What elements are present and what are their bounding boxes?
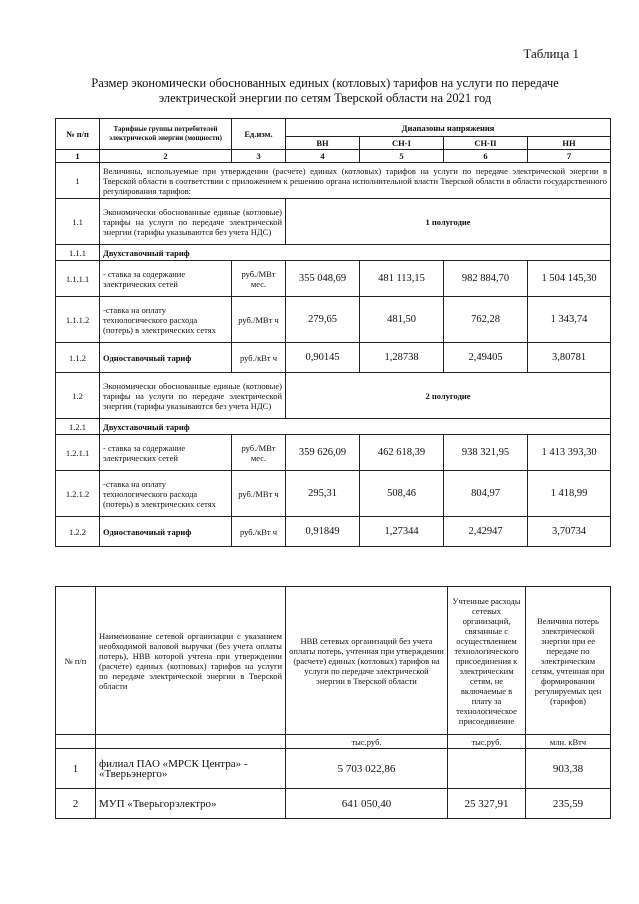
org-name: филиал ПАО «МРСК Центра» - «Тверьэнерго» <box>96 749 286 789</box>
col-num-header: № п/п <box>56 119 100 150</box>
row-text: - ставка за содержание электрических сетей <box>100 435 232 471</box>
col-num-header: № п/п <box>56 587 96 735</box>
voltage-ranges-header: Диапазоны напряжения <box>286 119 611 137</box>
org-name: МУП «Тверьгорэлектро» <box>96 789 286 819</box>
table-row <box>56 789 611 819</box>
col-accounted-header: Учтенные расходы сетевых организаций, связанные с осуществлением технологического присоединения к электрическим сетям, не включаемые в плату за технологическое присоединение <box>448 587 526 735</box>
unit-nvv: тыс.руб. <box>286 735 448 749</box>
table-row <box>56 297 611 343</box>
col-unit-header: Ед.изм. <box>232 119 286 150</box>
value-sn2: 2,42947 <box>444 517 528 547</box>
row-text: Двухставочный тариф <box>100 419 611 435</box>
title-line-2: электрической энергии по сетям Тверской области на 2021 год <box>158 91 492 105</box>
value-accounted <box>448 749 526 789</box>
table-row <box>56 373 611 419</box>
document-title <box>60 76 590 106</box>
row-num: 1.2 <box>56 373 100 419</box>
row-num: 2 <box>56 789 96 819</box>
row-text: -ставка на оплату технологического расхода (потерь) в электрических сетях <box>100 471 232 517</box>
table-row <box>56 471 611 517</box>
table-row <box>56 435 611 471</box>
row-num: 1 <box>56 163 100 199</box>
value-losses: 903,38 <box>526 749 611 789</box>
value-vn: 355 048,69 <box>286 261 360 297</box>
col-losses-header: Величина потерь электрической энергии при ее передаче по электрическим сетям, учтенная при формировании регулируемых цен (тарифов) <box>526 587 611 735</box>
row-num: 1.1.2 <box>56 343 100 373</box>
col-group-header: Тарифные группы потребителей электрической энергии (мощности) <box>100 119 232 150</box>
value-nvv: 5 703 022,86 <box>286 749 448 789</box>
table-row <box>56 749 611 789</box>
value-sn2: 938 321,95 <box>444 435 528 471</box>
nvv-table <box>55 586 611 819</box>
col-index: 6 <box>444 150 528 163</box>
value-vn: 0,91849 <box>286 517 360 547</box>
value-sn1: 481,50 <box>360 297 444 343</box>
value-sn2: 762,28 <box>444 297 528 343</box>
value-nn: 1 343,74 <box>528 297 611 343</box>
col-nvv-header: НВВ сетевых организаций без учета оплаты потерь, учтенная при утверждении (расчете) единых (котловых) тарифов на услуги по передаче электрической энергии в Тверской области <box>286 587 448 735</box>
value-nn: 3,80781 <box>528 343 611 373</box>
col-index: 3 <box>232 150 286 163</box>
value-sn1: 1,28738 <box>360 343 444 373</box>
table-row <box>56 261 611 297</box>
row-num: 1.2.2 <box>56 517 100 547</box>
tariff-table <box>55 118 611 547</box>
row-text: -ставка на оплату технологического расхода (потерь) в электрических сетях <box>100 297 232 343</box>
row-text: Экономически обоснованные единые (котловые) тарифы на услуги по передаче электрической энергии (тарифы указываются без учета НДС) <box>100 199 286 245</box>
value-accounted: 25 327,91 <box>448 789 526 819</box>
unit-accounted: тыс.руб. <box>448 735 526 749</box>
row-num: 1.2.1.2 <box>56 471 100 517</box>
col-index: 7 <box>528 150 611 163</box>
value-sn1: 508,46 <box>360 471 444 517</box>
period-label: 2 полугодие <box>286 373 611 419</box>
row-unit: руб./МВт мес. <box>232 261 286 297</box>
value-sn1: 1,27344 <box>360 517 444 547</box>
row-unit: руб./МВт ч <box>232 471 286 517</box>
row-text: - ставка за содержание электрических сетей <box>100 261 232 297</box>
value-sn1: 462 618,39 <box>360 435 444 471</box>
col-index: 5 <box>360 150 444 163</box>
row-unit: руб./кВт ч <box>232 517 286 547</box>
row-num: 1.1.1.2 <box>56 297 100 343</box>
units-row <box>56 735 611 749</box>
row-num: 1.1 <box>56 199 100 245</box>
value-nvv: 641 050,40 <box>286 789 448 819</box>
empty-cell <box>96 735 286 749</box>
col-sn2-header: СН-II <box>444 137 528 150</box>
title-line-1: Размер экономически обоснованных единых (котловых) тарифов на услуги по передаче <box>91 76 559 90</box>
unit-losses: млн. кВтч <box>526 735 611 749</box>
value-vn: 279,65 <box>286 297 360 343</box>
col-index: 2 <box>100 150 232 163</box>
row-unit: руб./МВт мес. <box>232 435 286 471</box>
row-num: 1.1.1 <box>56 245 100 261</box>
value-nn: 1 504 145,30 <box>528 261 611 297</box>
col-index: 4 <box>286 150 360 163</box>
empty-cell <box>56 735 96 749</box>
row-num: 1 <box>56 749 96 789</box>
tariff-header-row <box>56 119 611 137</box>
col-sn1-header: СН-I <box>360 137 444 150</box>
row-num: 1.2.1 <box>56 419 100 435</box>
value-sn2: 2,49405 <box>444 343 528 373</box>
value-nn: 1 418,99 <box>528 471 611 517</box>
row-unit: руб./кВт ч <box>232 343 286 373</box>
table-row <box>56 245 611 261</box>
col-nn-header: НН <box>528 137 611 150</box>
nvv-header-row <box>56 587 611 735</box>
table-row <box>56 517 611 547</box>
row-text: Одноставочный тариф <box>100 517 232 547</box>
row-text: Экономически обоснованные единые (котловые) тарифы на услуги по передаче электрической энергии (тарифы указываются без учета НДС) <box>100 373 286 419</box>
row-unit: руб./МВт ч <box>232 297 286 343</box>
col-name-header: Наименование сетевой организации с указанием необходимой валовой выручки (без учета оплаты потерь), НВВ которой учтена при утверждении (расчете) единых (котловых) тарифов на услуги по передаче электрической энергии в Тверской области <box>96 587 286 735</box>
value-nn: 1 413 393,30 <box>528 435 611 471</box>
value-sn2: 982 884,70 <box>444 261 528 297</box>
value-nn: 3,70734 <box>528 517 611 547</box>
value-losses: 235,59 <box>526 789 611 819</box>
row-text: Двухставочный тариф <box>100 245 611 261</box>
row-num: 1.2.1.1 <box>56 435 100 471</box>
table-row <box>56 343 611 373</box>
value-vn: 359 626,09 <box>286 435 360 471</box>
table-row <box>56 199 611 245</box>
period-label: 1 полугодие <box>286 199 611 245</box>
col-vn-header: ВН <box>286 137 360 150</box>
col-index: 1 <box>56 150 100 163</box>
table-label: Таблица 1 <box>523 46 579 61</box>
value-vn: 0,90145 <box>286 343 360 373</box>
table-row <box>56 419 611 435</box>
value-vn: 295,31 <box>286 471 360 517</box>
row-num: 1.1.1.1 <box>56 261 100 297</box>
value-sn2: 804,97 <box>444 471 528 517</box>
row-text: Величины, используемые при утверждении (расчете) единых (котловых) тарифов на услуги по передаче электрической энергии в Тверской области в соответствии с приложением к решению органа исполнительной власти Тверской области в области государственного регулирования тарифов: <box>100 163 611 199</box>
table-row <box>56 163 611 199</box>
row-text: Одноставочный тариф <box>100 343 232 373</box>
column-number-row <box>56 150 611 163</box>
value-sn1: 481 113,15 <box>360 261 444 297</box>
